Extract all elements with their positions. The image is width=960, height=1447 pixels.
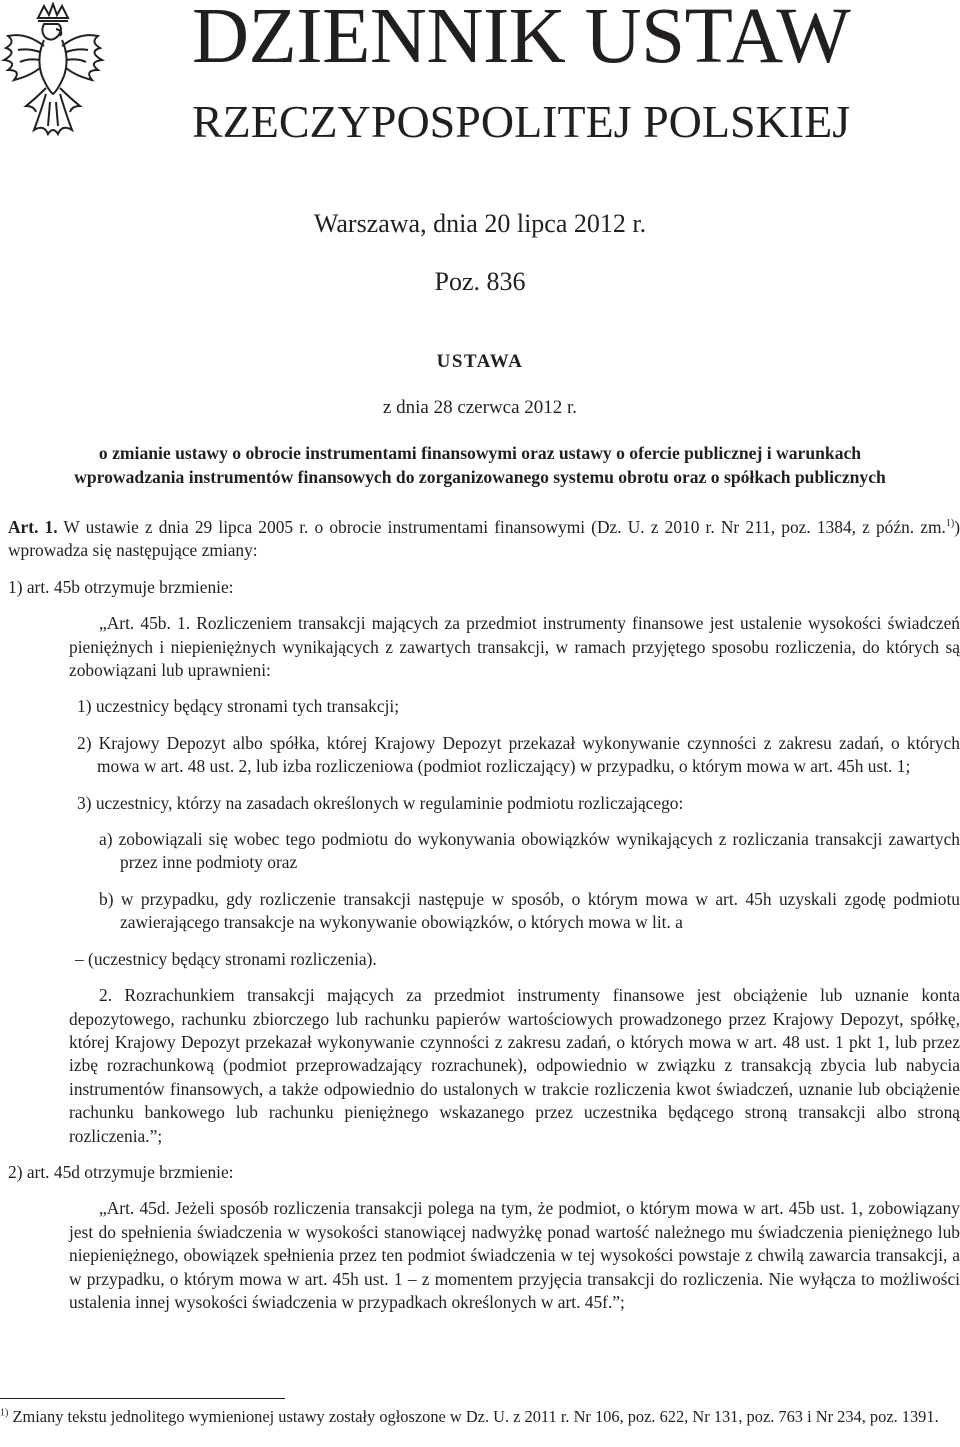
article-1-text: W ustawie z dnia 29 lipca 2005 r. o obrocie instrumentami finansowymi (Dz. U. z 2010 r. Nr 211, poz. 1384, z późn. zm. [57, 517, 946, 537]
act-title-line-1: o zmianie ustawy o obrocie instrumentami finansowymi oraz ustawy o ofercie publicznej i warunkach [98, 443, 862, 463]
sub-item-b: b) w przypadku, gdy rozliczenie transakcji następuje w sposób, o którym mowa w art. 45h uzyskali zgodę podmiotu zawierającego transakcje na wykonywanie obowiązków, o których mowa w lit. a [99, 888, 960, 933]
act-type: USTAWA [436, 351, 524, 372]
journal-subtitle: RZECZYPOSPOLITEJ POLSKIEJ [192, 96, 851, 147]
article-1-text-end: ) wprowadza się następujące zmiany: [8, 517, 960, 561]
art45d-paragraph: „Art. 45d. Jeżeli sposób rozliczenia transakcji polega na tym, że podmiot, o którym mowa w art. 45b ust. 1, zobowiązany jest do spełnienia świadczenia w wysokości stanowiącej nadwyżkę ponad wartość należnego mu świadczenia pieniężnego lub niepieniężnego, obowiązek spełnienia przez ten podmiot świadczenia w tej wysokości powstaje z chwilą zawarcia transakcji, a w przypadku, o którym mowa w art. 45h ust. 1 – z momentem przyjęcia transakcji do rozliczenia. Nie wyłącza to możliwości ustalenia innej wysokości świadczenia w przypadkach określonych w art. 45f.”; [69, 1198, 960, 1312]
art45b-paragraph-2: 2. Rozrachunkiem transakcji mających za przedmiot instrumenty finansowe jest obciążenie lub uznanie konta depozytowego, rachunku zbiorczego lub rachunku papierów wartościowych prowadzonego przez Krajowy Depozyt, spółkę, której Krajowy Depozyt przekazał wykonywanie czynności z zakresu zadań, o których mowa w art. 48 ust. 1 pkt 1, lub przez izbę rozrachunkową (podmiot przeprowadzający rozrachunek), odpowiednio w związku z transakcją zbycia lub nabycia instrumentów finansowych, a także odpowiednio do ustalonych w trakcie rozliczenia kwot świadczeń, uznanie lub obciążenie rachunku bankowego lub rachunku pieniężnego wskazanego przez uczestnika będącego stroną transakcji albo stroną rozliczenia.”; [69, 985, 960, 1146]
polish-eagle-emblem-icon [0, 2, 106, 140]
point-2: 2) art. 45d otrzymuje brzmienie: [8, 1161, 234, 1182]
footnote-text: Zmiany tekstu jednolitego wymienionej ustawy zostały ogłoszone w Dz. U. z 2011 r. Nr 106, poz. 622, Nr 131, poz. 763 i Nr 234, poz. 1391. [8, 1407, 939, 1426]
footnote-ref: 1) [945, 518, 955, 530]
footnote-divider [0, 1398, 285, 1399]
art45b-paragraph-1: „Art. 45b. 1. Rozliczeniem transakcji mających za przedmiot instrumenty finansowe jest ustalenie wysokości świadczeń pieniężnych i niepieniężnych wynikających z zawartych transakcji, w ramach przyjętego sposobu rozliczenia, do których są zobowiązani lub uprawnieni: [69, 613, 960, 681]
sub-item-a: a) zobowiązali się wobec tego podmiotu do wykonywania obowiązków wynikających z rozliczania transakcji zawartych przez inne podmioty oraz [99, 829, 960, 873]
journal-title: DZIENNIK USTAW [192, 0, 851, 80]
act-title [0, 441, 960, 489]
act-date: z dnia 28 czerwca 2012 r. [382, 397, 578, 418]
article-1 [0, 516, 960, 563]
act-body [0, 516, 960, 1314]
publication-date: Warszawa, dnia 20 lipca 2012 r. [313, 209, 647, 238]
list-item-2: 2) Krajowy Depozyt albo spółka, której Krajowy Depozyt przekazał wykonywanie czynności z zakresu zadań, o których mowa w art. 48 ust. 2, lub izba rozliczeniowa (podmiot rozliczający) w przypadku, o którym mowa w art. 45h ust. 1; [77, 732, 960, 777]
act-title-line-2: wprowadzania instrumentów finansowych do zorganizowanego systemu obrotu oraz o spółkach publicznych [74, 467, 886, 487]
position-number: Poz. 836 [434, 267, 526, 296]
footnote [0, 1406, 960, 1427]
article-1-label: Art. 1. [8, 517, 58, 537]
list-item-1: 1) uczestnicy będący stronami tych transakcji; [77, 696, 400, 717]
list-item-3: 3) uczestnicy, którzy na zasadach określonych w regulaminie podmiotu rozliczającego: [77, 792, 684, 813]
dash-line: – (uczestnicy będący stronami rozliczenia). [75, 948, 377, 969]
footnote-marker: 1) [0, 1407, 9, 1419]
point-1: 1) art. 45b otrzymuje brzmienie: [8, 576, 234, 597]
